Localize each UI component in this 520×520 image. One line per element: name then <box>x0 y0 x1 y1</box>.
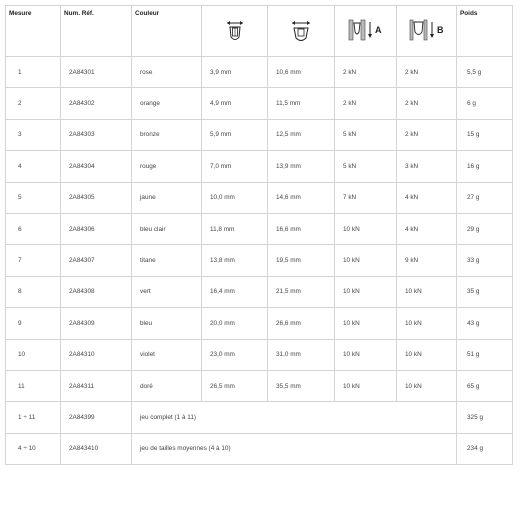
cell-ref: 2A84309 <box>61 308 132 339</box>
cell-load-a: 10 kN <box>335 339 397 370</box>
cell-ref: 2A84304 <box>61 151 132 182</box>
table-row <box>6 245 513 276</box>
cell-couleur: bleu clair <box>132 213 202 244</box>
cell-mesure: 8 <box>6 276 61 307</box>
cell-load-a: 10 kN <box>335 370 397 401</box>
spec-table-container <box>5 5 512 465</box>
cell-inner-diameter: 26,5 mm <box>202 370 268 401</box>
cell-set-description: jeu de tailles moyennes (4 à 10) <box>132 433 457 464</box>
cell-mesure: 5 <box>6 182 61 213</box>
cell-ref: 2A84306 <box>61 213 132 244</box>
cell-couleur: rouge <box>132 151 202 182</box>
cell-load-b: 2 kN <box>397 119 457 150</box>
table-row <box>6 213 513 244</box>
cell-poids: 27 g <box>457 182 513 213</box>
cell-couleur: violet <box>132 339 202 370</box>
cell-poids: 16 g <box>457 151 513 182</box>
cell-poids: 35 g <box>457 276 513 307</box>
cell-load-b: 10 kN <box>397 276 457 307</box>
header-inner-diameter <box>202 6 268 57</box>
cell-mesure: 10 <box>6 339 61 370</box>
cell-ref: 2A84310 <box>61 339 132 370</box>
table-row <box>6 370 513 401</box>
cell-load-b: 2 kN <box>397 57 457 88</box>
cell-ref: 2A84303 <box>61 119 132 150</box>
header-ref: Num. Réf. <box>61 6 132 57</box>
cell-inner-diameter: 3,9 mm <box>202 57 268 88</box>
cell-poids: 29 g <box>457 213 513 244</box>
cell-couleur: jaune <box>132 182 202 213</box>
cell-mesure: 1 <box>6 57 61 88</box>
cell-outer-diameter: 35,5 mm <box>268 370 335 401</box>
cell-poids: 51 g <box>457 339 513 370</box>
cell-load-b: 4 kN <box>397 182 457 213</box>
cell-mesure: 6 <box>6 213 61 244</box>
cell-load-b: 10 kN <box>397 370 457 401</box>
cell-poids: 234 g <box>457 433 513 464</box>
cell-outer-diameter: 14,6 mm <box>268 182 335 213</box>
table-row <box>6 119 513 150</box>
cell-load-a: 10 kN <box>335 245 397 276</box>
cell-load-a: 10 kN <box>335 308 397 339</box>
cell-ref: 2A84302 <box>61 88 132 119</box>
cell-ref: 2A84399 <box>61 402 132 433</box>
cell-outer-diameter: 11,5 mm <box>268 88 335 119</box>
cell-outer-diameter: 19,5 mm <box>268 245 335 276</box>
cell-load-b: 10 kN <box>397 308 457 339</box>
cell-couleur: titane <box>132 245 202 276</box>
cell-mesure: 4 ÷ 10 <box>6 433 61 464</box>
cell-set-description: jeu complet (1 à 11) <box>132 402 457 433</box>
cell-load-b: 2 kN <box>397 88 457 119</box>
load-b-icon <box>409 18 445 42</box>
table-row <box>6 276 513 307</box>
cell-poids: 15 g <box>457 119 513 150</box>
svg-text:A: A <box>374 25 381 35</box>
cell-poids: 325 g <box>457 402 513 433</box>
outer-diameter-icon <box>290 18 312 44</box>
cell-mesure: 9 <box>6 308 61 339</box>
cell-load-a: 10 kN <box>335 213 397 244</box>
header-load-a <box>335 6 397 57</box>
cell-inner-diameter: 16,4 mm <box>202 276 268 307</box>
cell-inner-diameter: 4,9 mm <box>202 88 268 119</box>
cell-couleur: bleu <box>132 308 202 339</box>
header-load-b <box>397 6 457 57</box>
cell-couleur: rose <box>132 57 202 88</box>
cell-outer-diameter: 16,6 mm <box>268 213 335 244</box>
cell-inner-diameter: 20,0 mm <box>202 308 268 339</box>
cell-load-a: 5 kN <box>335 151 397 182</box>
cell-load-a: 5 kN <box>335 119 397 150</box>
cell-poids: 5,5 g <box>457 57 513 88</box>
cell-poids: 65 g <box>457 370 513 401</box>
cell-couleur: orange <box>132 88 202 119</box>
cell-ref: 2A84307 <box>61 245 132 276</box>
cell-poids: 6 g <box>457 88 513 119</box>
cell-mesure: 7 <box>6 245 61 276</box>
cell-outer-diameter: 10,6 mm <box>268 57 335 88</box>
cell-load-a: 2 kN <box>335 88 397 119</box>
cell-outer-diameter: 31,0 mm <box>268 339 335 370</box>
cell-poids: 43 g <box>457 308 513 339</box>
cell-mesure: 1 ÷ 11 <box>6 402 61 433</box>
table-row-set <box>6 402 513 433</box>
cell-couleur: bronze <box>132 119 202 150</box>
table-row <box>6 57 513 88</box>
cell-inner-diameter: 11,8 mm <box>202 213 268 244</box>
table-row <box>6 151 513 182</box>
cell-ref: 2A84311 <box>61 370 132 401</box>
cell-poids: 33 g <box>457 245 513 276</box>
table-row <box>6 182 513 213</box>
cell-ref: 2A84308 <box>61 276 132 307</box>
cell-outer-diameter: 26,6 mm <box>268 308 335 339</box>
cell-load-a: 10 kN <box>335 276 397 307</box>
table-row-set <box>6 433 513 464</box>
cell-load-b: 10 kN <box>397 339 457 370</box>
cell-outer-diameter: 13,9 mm <box>268 151 335 182</box>
load-a-icon <box>348 18 384 42</box>
table-row <box>6 308 513 339</box>
inner-diameter-icon <box>225 18 245 44</box>
cell-inner-diameter: 10,0 mm <box>202 182 268 213</box>
cell-load-b: 4 kN <box>397 213 457 244</box>
spec-table <box>5 5 513 465</box>
cell-couleur: vert <box>132 276 202 307</box>
table-row <box>6 88 513 119</box>
cell-couleur: doré <box>132 370 202 401</box>
header-poids: Poids <box>457 6 513 57</box>
cell-mesure: 3 <box>6 119 61 150</box>
cell-mesure: 4 <box>6 151 61 182</box>
header-row <box>6 6 513 57</box>
cell-load-b: 3 kN <box>397 151 457 182</box>
table-body <box>6 57 513 465</box>
cell-inner-diameter: 13,8 mm <box>202 245 268 276</box>
cell-ref: 2A84305 <box>61 182 132 213</box>
cell-mesure: 11 <box>6 370 61 401</box>
cell-load-a: 2 kN <box>335 57 397 88</box>
header-couleur: Couleur <box>132 6 202 57</box>
cell-load-a: 7 kN <box>335 182 397 213</box>
cell-inner-diameter: 7,0 mm <box>202 151 268 182</box>
cell-ref: 2A84301 <box>61 57 132 88</box>
cell-inner-diameter: 5,9 mm <box>202 119 268 150</box>
svg-text:B: B <box>436 25 443 35</box>
cell-ref: 2A843410 <box>61 433 132 464</box>
header-mesure: Mesure <box>6 6 61 57</box>
cell-outer-diameter: 12,5 mm <box>268 119 335 150</box>
header-outer-diameter <box>268 6 335 57</box>
cell-outer-diameter: 21,5 mm <box>268 276 335 307</box>
table-row <box>6 339 513 370</box>
cell-mesure: 2 <box>6 88 61 119</box>
cell-inner-diameter: 23,0 mm <box>202 339 268 370</box>
cell-load-b: 9 kN <box>397 245 457 276</box>
